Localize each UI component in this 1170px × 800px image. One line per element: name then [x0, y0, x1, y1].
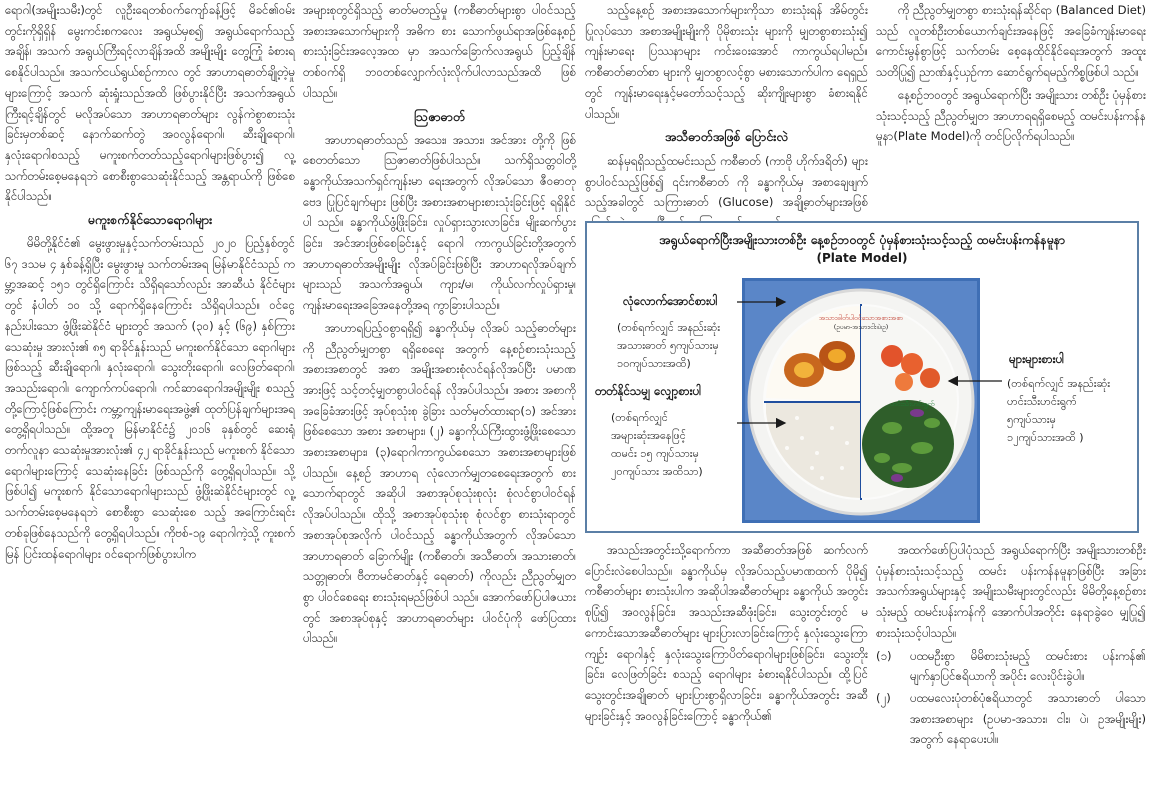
label-eat-enough-line-2: အသားဓာတ် ၅ကျပ်သားမှ [617, 339, 719, 352]
list-number: (၂) [876, 690, 891, 705]
paragraph: ဆန်မှရရှိသည့်ထမင်းသည် ကစီဓာတ် (ကာဗို ဟိုက်ဒရိတ်) များစွာပါဝင်သည့်ဖြစ်၍ ၎င်းကစီဓာတ် ကို ခန္ဓာကိုယ်မှ အစာချေဖျက်သည့်အခါတွင် သကြားဓာတ် (Glucose) အချို့ဓာတ်များအဖြစ် [585, 153, 868, 210]
paragraph: အထက်ဖော်ပြပါပုံသည် အရွယ်ရောက်ပြီး အမျိုးသားတစ်ဦး ပုံမှန်စားသုံးသင့်သည့် ထမင်း ပန်းကန်နမူနာဖြစ်ပြီး အခြားအသက်အရွယ်များနှင့် အမျိုးသမီးများတွင်လည်း မိမိတို့နေ့စဉ်စားသုံးမည့် ထမင်းပန်းကန်ကို အောက်ပါအတိုင်း နေရာခွဲဝေ မျှပြု၍ စားသုံးသင့်ပါသည်။ [876, 543, 1146, 640]
plate-protein-label: အသားဓါတ်ပါဝင်သောအစားအစာ [818, 314, 904, 322]
label-eat-more-line-1: (တစ်ရက်လျှင် အနည်းဆုံး [1007, 377, 1110, 390]
list-item [876, 688, 1146, 750]
paragraph: မိမိတို့နိုင်ငံ၏ မွေးဖွားမှုနှင့်သက်တမ်းသည် ၂၀၂၀ ပြည့်နှစ်တွင် ၆၇ ဒသမ ၄ နှစ်ခန့်ရှိပြီး မွေးဖွားမှု သက်တမ်းအရ မြန်မာနိုင်ငံသည် ကမ္ဘာ့အဆင့် ၁၅၁ တွင်ရှိကြောင်း သိရှိရသော်လည်း အာဆီယံ နိုင်ငံများတွင် နံပါတ် ၁၀ သို့ ရောက်ရှိနေကြောင်း သိရှိရပါသည်။ ဝင်ငွေနည်းပါးသော ဖွံ့ဖြိုးဆဲနိုင်ငံ များတွင် အသက် (၃၀) နှင့် (၆၉) နှစ်ကြား သေဆုံးမှု အားလုံး၏ ၈၅ ရာခိုင်နှုန်းသည် မကူးစက်နိုင်သော ရောဂါများဖြစ်သည့် ဆီးချိုရောဂါ၊ နှလုံးရောဂါ၊ သွေးတိုးရောဂါ၊ လေဖြတ်ရောဂါ၊ အသည်းရောဂါ၊ ကျောက်ကပ်ရောဂါ၊ ကင်ဆာရောဂါအမျိုးမျိုး စသည့် တို့ကြောင့်ဖြစ်ကြောင်း ကမ္ဘာ့ကျန်းမာရေးအဖွဲ့၏ ထုတ်ပြန်ချက်များအရ တွေ့ရှိရပါသည်။ ထို့အတူ မြန်မာနိုင်ငံ၌ ၂၀၁၆ ခုနှစ်တွင် ဆေးရုံတက်လူနာ သေဆုံးမှုအားလုံး၏ ၄၂ ရာခိုင်နှုန်းသည် မကူးစက် နိုင်သောရောဂါများကြောင့် သေဆုံးနေခြင်း ဖြစ်သည်ကို တွေ့ရှိရပါသည်။ သို့ဖြစ်ပါ၍ မကူးစက် နိုင်သောရောဂါများသည် ဖွံ့ဖြိုးဆဲနိုင်ငံများတွင် လူ့သက်တမ်းစေ့မနေရဘဲ စောစီးစွာ သေဆုံးစေ သည့် အကြောင်းရင်းတစ်ခုဖြစ်နေသည်ကို တွေ့ရှိရပါသည်။ ကိုဗစ်-၁၉ ရောဂါကဲ့သို့ ကူးစက် မြန် ပြင်းထန်ရောဂါများ ဝင်ရောက်ဖြစ်ပွားပါက [5, 236, 295, 561]
figure-subtitle: (Plate Model) [816, 251, 908, 265]
figure-arrows [587, 223, 1137, 531]
label-eat-less-line-1: (တစ်ရက်လျှင် [611, 411, 668, 424]
plate-protein-example: (ဥပမာ-အသား၊ငါး၊ပဲ၊ဥ) [833, 323, 889, 331]
label-eat-enough-heading: လုံလောက်အောင်စားပါ [623, 294, 718, 308]
column-3-top [585, 0, 868, 215]
paragraph: အသည်းအတွင်းသို့ရောက်ကာ အဆီဓာတ်အဖြစ် ဆက်လက်ပြောင်းလဲစေပါသည်။ ခန္ဓာကိုယ်မှ လိုအပ်သည့်ပမာဏထက် ပိုမို၍ ကစီဓာတ်များ စားသုံးပါက အဆိုပါအဆီဓာတ်များ ခန္ဓာကိုယ် အတွင်းစုပြုံ၍ အဝလွန်ခြင်း၊ အသည်းအဆီဖုံးခြင်း၊ သွေးတွင်းတွင် မကောင်းသောအဆီဓာတ်များ များပြားလာခြင်းကြောင့် နှလုံးသွေးကြောကျဉ်း ရောဂါနှင့် နှလုံးသွေးကြောပိတ်ရောဂါများဖြစ်ခြင်း၊ သွေးတိုးခြင်း၊ လေဖြတ်ခြင်း စသည့် ရောဂါများ ခံစားရနိုင်ပါသည်။ ထို့ပြင် သွေးတွင်းအချိုဓာတ် များပြားစွာရှိလာခြင်း၊ ခန္ဓာကိုယ်အတွင်း အဆီ များခြင်းနှင့် အဝလွန်ခြင်းကြောင့် ခန္ဓာကိုယ်၏ [585, 543, 868, 723]
label-eat-more-heading: များများစားပါ [1009, 352, 1065, 366]
list-text: ပထမလေးပုံတစ်ပုံဧရိယာတွင် အသားဓာတ် ပါသောအစားအစာများ (ဥပမာ-အသား၊ ငါး၊ ပဲ၊ ဥအမျိုးမျိုး) အတွက် နေရာပေးပါ။ [910, 690, 1146, 747]
plate-model-figure [585, 221, 1139, 533]
section-heading: သြဇာဓာတ် [413, 108, 466, 124]
section-heading: အသီဓာတ်အဖြစ် ပြောင်းလဲ [664, 129, 789, 145]
paragraph: ကို ညီညွတ်မျှတစွာ စားသုံးရန်ဆိုင်ရာ (Balanced Diet) သည် လူတစ်ဦးတစ်ယောက်ချင်းအနေဖြင့် အခြေခံကျန်းမာရေးကောင်းမွန်စွာဖြင့် သက်တမ်း စေ့နေထိုင်နိုင်ရေးအတွက် အထူးသတိပြု၍ ညာဏ်နှင့်ယှဉ်ကာ ဆောင်ရွက်ရမည့်ကိစ္စဖြစ်ပါ သည်။ [876, 3, 1146, 80]
paragraph: နေ့စဉ်ဘဝတွင် အရွယ်ရောက်ပြီး အမျိုးသား တစ်ဦး ပုံမှန်စားသုံးသင့်သည့် ညီညွတ်မျှတ အာဟာရရရှိစေမည့် ထမင်းပန်းကန်နမူနာ(Plate Model)ကို တင်ပြလိုက်ရပါသည်။ [876, 87, 1146, 144]
label-eat-less-line-2: အများဆုံးအနေဖြင့် [611, 429, 686, 442]
label-eat-more-line-3: ၅ကျပ်သားမှ [1007, 413, 1056, 426]
paragraph: ရောဂါ(အမျိုးသမီး)တွင် လူဦးရေတစ်ဝက်ကျော်ခန့်ဖြင့် မိခင်၏ဝမ်းတွင်းကိုရှိရှိန် မွေးကင်းစကလေး အရွယ်မှစ၍ အရွယ်ရောက်သည့်အချိန်၊ အသက် အရွယ်ကြီးရင့်လာချိန်အထိ အမျိုးမျိုး တွေ့ကြုံ ခံစားရစေနိုင်ပါသည်။ အသက်ငယ်ရွယ်စဉ်ကာလ တွင် အာဟာရဓာတ်ချို့တဲ့မှုများကြောင့် အသက် ဆုံးရှုံးသည်အထိ ဖြစ်ပွားနိုင်ပြီး အသက်အရွယ် ကြီးရင့်ချိန်တွင် မလိုအပ်သော အာဟာရဓာတ်များ လွန်ကဲစွာစားသုံးခြင်းမှတစ်ဆင့် နောက်ဆက်တွဲ အဝလွန်ရောဂါ၊ ဆီးချိုရောဂါ၊ နှလုံးရောဂါစသည့် မကူးစက်တတ်သည့်ရောဂါများဖြစ်ပွား၍ လူ့ သက်တမ်းစေ့မနေရဘဲ စောစီးစွာသေဆုံးနိုင်သည့် အန္တရာယ်ကို ဖြစ်စေနိုင်ပါသည်။ [5, 3, 295, 204]
paragraph: အာဟာရပြည့်ဝစွာရရှိ၍ ခန္ဓာကိုယ်မှ လိုအပ် သည့်ဓာတ်များကို ညီညွတ်မျှတစွာ ရရှိစေရေး အတွက် နေ့စဉ်စားသုံးသည့်အစားအစာတွင် အစာ အမျိုးအစားစုံလင်ရန်လိုအပ်ပြီး ပမာဏအားဖြင့် သင့်တင့်မျှတစွာပါဝင်ရန် လိုအပ်ပါသည်။ အစား အစာကို အခြေခံအားဖြင့် အုပ်စုသုံးစု ခွဲခြား သတ်မှတ်ထားရာ(၁) အင်အားဖြစ်စေသော အစား အစာများ၊ (၂) ခန္ဓာကိုယ်ကြီးထွားဖွံ့ဖြိုးစေသော အစားအစာများ၊ (၃)ရောဂါကာကွယ်စေသော အစားအစာများဖြစ်ပါသည်။ နေ့စဉ် အာဟာရ လုံလောက်မျှတစေရေးအတွက် စားသောက်ရာတွင် အဆိုပါ အစာအုပ်စုသုံးစုလုံး စုံလင်စွာပါဝင်ရန် လိုအပ်ပါသည်။ ထိုသို့ အစာအုပ်စုသုံးစု စုံလင်စွာ စားသုံးရာတွင် အစာအုပ်စုအလိုက် ပါဝင်သည့် ခန္ဓာကိုယ်အတွက် လိုအပ်သော အာဟာရဓာတ် ခြောက်မျိုး (ကစီဓာတ်၊ အသီဓာတ်၊ အသားဓာတ်၊ သတ္တုဓာတ်၊ ဗီတာမင်ဓာတ်နှင့် ရေဓာတ်) ကိုလည်း ညီညွတ်မျှတစွာ ပါဝင်စေရေး စားသုံးရမည်ဖြစ်ပါ သည်။ အောက်ဖော်ပြပါဇယားတွင် အစာအုပ်စုနှင့် အာဟာရဓာတ်များ ပါဝင်ပုံကို ဖော်ပြထားပါသည်။ [303, 320, 576, 646]
paragraph: သည့်နေ့စဉ် အစားအသောက်များကိုသာ စားသုံးရန် အိမ်တွင်းပြုလုပ်သော အစာအမျိုးမျိုးကို ပိုမိုစားသုံး များကို မျှတစွာစားသုံး၍ ကျန်းမာရေး ပြဿနာများ ကင်းဝေးအောင် ကာကွယ်ရပါမည်။ ကစီဓာတ်ဓာတ်စာ များကို မျှတစွာလင့်စွာ မစားသောက်ပါက ရေရှည် တွင် ကျန်းမာရေးနှင့်မတော်သင့်သည့် ဆိုးကျိုးများစွာ ခံစားရနိုင်ပါသည်။ [585, 3, 868, 121]
plate-vegetable-label: ဟင်းသီးဟင်းရွက် [890, 400, 935, 408]
section-heading: မကူးစက်နိုင်သောရောဂါများ [87, 212, 213, 228]
paragraph: အများစုတွင်ရှိသည့် ဓာတ်မတည့်မှု (ကစီဓာတ်များစွာ ပါဝင်သည့် အစားအသောက်များကို အဓိက စား သောက်ဖွယ်ရာအဖြစ်နေ့စဉ်စားသုံးခြင်းအလေ့အထ မှာ အသက်ခြောက်လအရွယ် ပြည့်ချိန်တစ်ဝက်ရှိ ဘဝတစ်လျှောက်လုံးလိုက်ပါလာသည်အထိ ဖြစ်ပါသည်။ [303, 3, 576, 100]
label-eat-less-line-3: ထမင်း ၁၅ ကျပ်သားမှ [611, 447, 699, 460]
list-text: ပထမဦးစွာ မိမိစားသုံးမည့် ထမင်းစား ပန်းကန်၏ မျက်နှာပြင်ဧရိယာကို အပိုင်း လေးပိုင်းခွဲပါ။ [910, 648, 1146, 684]
column-4-top [876, 0, 1146, 215]
column-2 [303, 0, 576, 800]
label-eat-more-line-4: ၁၂ကျပ်သားအထိ ) [1007, 431, 1084, 444]
figure-title: အရွယ်ရောက်ပြီးအမျိုးသားတစ်ဦး နေ့စဉ်ဘဝတွင် ပုံမှန်စားသုံးသင့်သည့် ထမင်းပန်းကန်နမူနာ [658, 233, 1066, 247]
column-4-bottom [876, 540, 1146, 800]
label-eat-less-heading: တတ်နိုင်သမျှ လျှော့စားပါ [595, 384, 702, 398]
label-eat-less-line-4: ၂၀ကျပ်သား အထိသာ) [611, 465, 703, 478]
label-eat-enough-line-3: ၁၀ကျပ်သားအထိ) [617, 357, 691, 370]
column-3-bottom [585, 540, 868, 800]
column-1 [5, 0, 295, 800]
label-eat-more-line-2: ဟင်းသီးဟင်းရွက် [1007, 395, 1077, 408]
list-number: (၁) [876, 648, 892, 663]
label-eat-enough-line-1: (တစ်ရက်လျှင် အနည်းဆုံး [617, 321, 720, 334]
list-item [876, 646, 1146, 687]
paragraph: အာဟာရဓာတ်သည် အသေး၊ အသား၊ အင်အား တို့ကို ဖြစ်စေတတ်သော သြဇာဓာတ်ဖြစ်ပါသည်။ သက်ရှိသတ္တဝါတို့ ခန္ဓာကိုယ်အသက်ရှင်ကျန်းမာ ရေးအတွက် လိုအပ်သော ဇီဝဓာတုဗေဒ ပြုပြင်ချက်များ ဖြစ်ပြီး အစားအစာများစားသုံးခြင်းဖြင့် ရရှိနိုင်ပါ သည်။ ခန္ဓာကိုယ်ဖွံ့ဖြိုးခြင်း၊ လှုပ်ရှားသွားလာခြင်း၊ မျိုးဆက်ပွားခြင်း၊ အင်အားဖြစ်စေခြင်းနှင့် ရောဂါ ကာကွယ်ခြင်းတို့အတွက် အာဟာရဓာတ်အမျိုးမျိုး လိုအပ်ခြင်းဖြစ်ပြီး အာဟာရလိုအပ်ချက်များသည် အသက်အရွယ်၊ ကျား/မ၊ ကိုယ်လက်လှုပ်ရှားမှု၊ ကျန်းမာရေးအခြေအနေတို့အရ ကွာခြားပါသည်။ [303, 132, 576, 313]
